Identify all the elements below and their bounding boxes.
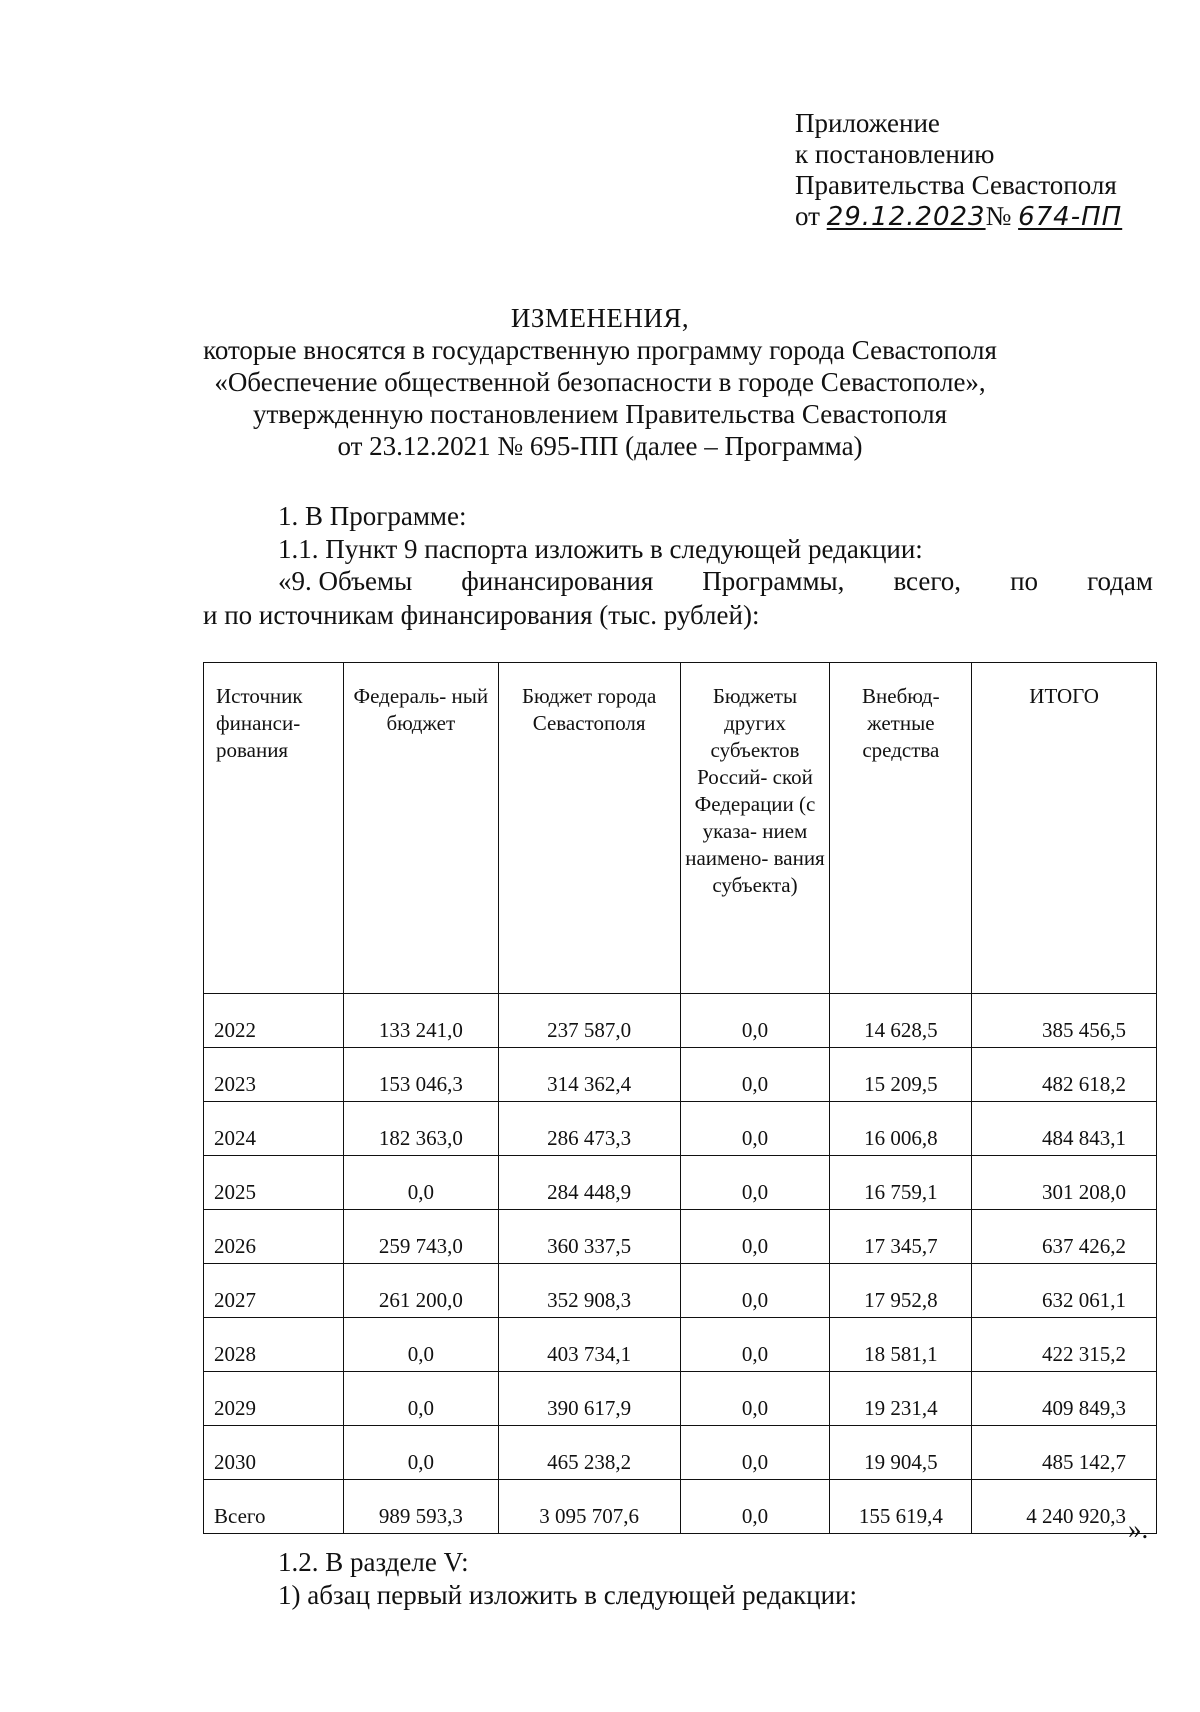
- p9-word: годам: [1087, 566, 1153, 596]
- table-cell-year: 2022: [204, 994, 344, 1048]
- table-cell-value: 0,0: [680, 1048, 830, 1102]
- table-cell-year: 2024: [204, 1102, 344, 1156]
- table-cell-value: 0,0: [680, 1102, 830, 1156]
- table-cell-value: 0,0: [680, 1480, 830, 1534]
- table-row: [204, 1426, 1157, 1480]
- table-cell-year: 2026: [204, 1210, 344, 1264]
- table-cell-value: 0,0: [343, 1372, 498, 1426]
- table-row: [204, 1264, 1157, 1318]
- table-cell-value: 17 345,7: [830, 1210, 972, 1264]
- p9-word: всего,: [893, 566, 962, 596]
- appendix-line-3: Правительства Севастополя: [795, 170, 1117, 200]
- table-cell-value: 632 061,1: [972, 1264, 1157, 1318]
- table-cell-value: 16 759,1: [830, 1156, 972, 1210]
- paragraph-1-2: 1.2. В разделе V:: [278, 1547, 469, 1577]
- paragraph-9-continuation: и по источникам финансирования (тыс. рублей):: [203, 600, 760, 630]
- table-cell-value: 422 315,2: [972, 1318, 1157, 1372]
- table-cell-value: 0,0: [680, 994, 830, 1048]
- financing-table: [203, 662, 1157, 1534]
- paragraph-1-1: 1.1. Пункт 9 паспорта изложить в следующей редакции:: [278, 534, 923, 564]
- title-line-2: «Обеспечение общественной безопасности в городе Севастополе»,: [214, 367, 986, 397]
- paragraph-1: 1. В Программе:: [278, 501, 467, 531]
- header-extrabudgetary: Внебюд- жетные средства: [830, 663, 972, 994]
- header-total: ИТОГО: [972, 663, 1157, 994]
- table-row: [204, 1156, 1157, 1210]
- table-cell-value: 0,0: [680, 1426, 830, 1480]
- table-cell-value: 0,0: [680, 1318, 830, 1372]
- table-cell-value: 0,0: [343, 1156, 498, 1210]
- table-cell-year: 2023: [204, 1048, 344, 1102]
- p9-word: «9. Объемы: [278, 566, 413, 596]
- table-cell-year: 2027: [204, 1264, 344, 1318]
- table-cell-value: 153 046,3: [343, 1048, 498, 1102]
- appendix-date-line: [795, 201, 1122, 233]
- table-cell-value: 133 241,0: [343, 994, 498, 1048]
- table-cell-value: 182 363,0: [343, 1102, 498, 1156]
- table-row: [204, 1210, 1157, 1264]
- table-cell-value: 284 448,9: [498, 1156, 680, 1210]
- table-cell-value: 155 619,4: [830, 1480, 972, 1534]
- table-cell-value: 0,0: [680, 1156, 830, 1210]
- table-cell-value: 989 593,3: [343, 1480, 498, 1534]
- paragraph-1-2-item-1: 1) абзац первый изложить в следующей редакции:: [278, 1580, 857, 1610]
- table-cell-value: 0,0: [680, 1210, 830, 1264]
- table-row: [204, 994, 1157, 1048]
- table-cell-value: 4 240 920,3: [972, 1480, 1157, 1534]
- date-prefix: от: [795, 201, 820, 231]
- table-row: [204, 1102, 1157, 1156]
- handwritten-number: 674-ПП: [1018, 202, 1123, 232]
- table-cell-year: Всего: [204, 1480, 344, 1534]
- table-body: [204, 994, 1157, 1534]
- table-cell-value: 637 426,2: [972, 1210, 1157, 1264]
- table-cell-value: 485 142,7: [972, 1426, 1157, 1480]
- table-cell-value: 0,0: [680, 1372, 830, 1426]
- title-line-3: утвержденную постановлением Правительства Севастополя: [252, 399, 948, 429]
- table-cell-value: 15 209,5: [830, 1048, 972, 1102]
- table-cell-value: 16 006,8: [830, 1102, 972, 1156]
- table-cell-value: 19 231,4: [830, 1372, 972, 1426]
- paragraph-9-first-line: [278, 566, 1153, 597]
- table-cell-value: 385 456,5: [972, 994, 1157, 1048]
- table-row: [204, 1372, 1157, 1426]
- table-cell-year: 2028: [204, 1318, 344, 1372]
- table-cell-value: 261 200,0: [343, 1264, 498, 1318]
- table-cell-value: 19 904,5: [830, 1426, 972, 1480]
- table-cell-value: 360 337,5: [498, 1210, 680, 1264]
- table-cell-value: 403 734,1: [498, 1318, 680, 1372]
- table-cell-value: 0,0: [343, 1318, 498, 1372]
- appendix-line-1: Приложение: [795, 108, 940, 138]
- header-other-subjects-budget: Бюджеты других субъектов Россий- ской Федерации (с указа- нием наимено- вания субъекта): [680, 663, 830, 994]
- table-cell-value: 17 952,8: [830, 1264, 972, 1318]
- table-cell-value: 314 362,4: [498, 1048, 680, 1102]
- document-title: [0, 302, 1200, 462]
- table-cell-value: 3 095 707,6: [498, 1480, 680, 1534]
- table-cell-value: 0,0: [680, 1264, 830, 1318]
- table-cell-value: 301 208,0: [972, 1156, 1157, 1210]
- handwritten-date: 29.12.2023: [826, 202, 986, 232]
- table-cell-value: 482 618,2: [972, 1048, 1157, 1102]
- table-cell-value: 352 908,3: [498, 1264, 680, 1318]
- table-cell-value: 286 473,3: [498, 1102, 680, 1156]
- table-cell-value: 237 587,0: [498, 994, 680, 1048]
- title-heading: ИЗМЕНЕНИЯ,: [510, 303, 690, 333]
- table-cell-value: 484 843,1: [972, 1102, 1157, 1156]
- appendix-block: [795, 108, 1122, 233]
- title-line-4: от 23.12.2021 № 695-ПП (далее – Программа): [337, 431, 863, 461]
- p9-word: по: [1010, 566, 1039, 596]
- p9-word: Программы,: [702, 566, 845, 596]
- table-row: [204, 1480, 1157, 1534]
- table-row: [204, 1048, 1157, 1102]
- table-cell-value: 409 849,3: [972, 1372, 1157, 1426]
- table-cell-value: 0,0: [343, 1426, 498, 1480]
- table-cell-year: 2029: [204, 1372, 344, 1426]
- p9-word: финансирования: [461, 566, 654, 596]
- table-cell-year: 2025: [204, 1156, 344, 1210]
- table-cell-value: 14 628,5: [830, 994, 972, 1048]
- header-source: Источник финанси- рования: [204, 663, 344, 994]
- table-cell-value: 18 581,1: [830, 1318, 972, 1372]
- table-cell-year: 2030: [204, 1426, 344, 1480]
- table-header-row: [204, 663, 1157, 994]
- header-federal-budget: Федераль- ный бюджет: [343, 663, 498, 994]
- closing-quote: ».: [1128, 1514, 1149, 1544]
- table-cell-value: 390 617,9: [498, 1372, 680, 1426]
- appendix-line-2: к постановлению: [795, 139, 995, 169]
- table-cell-value: 259 743,0: [343, 1210, 498, 1264]
- table-cell-value: 465 238,2: [498, 1426, 680, 1480]
- header-city-budget: Бюджет города Севастополя: [498, 663, 680, 994]
- number-prefix: №: [985, 201, 1012, 231]
- title-line-1: которые вносятся в государственную программу города Севастополя: [203, 335, 997, 365]
- table-row: [204, 1318, 1157, 1372]
